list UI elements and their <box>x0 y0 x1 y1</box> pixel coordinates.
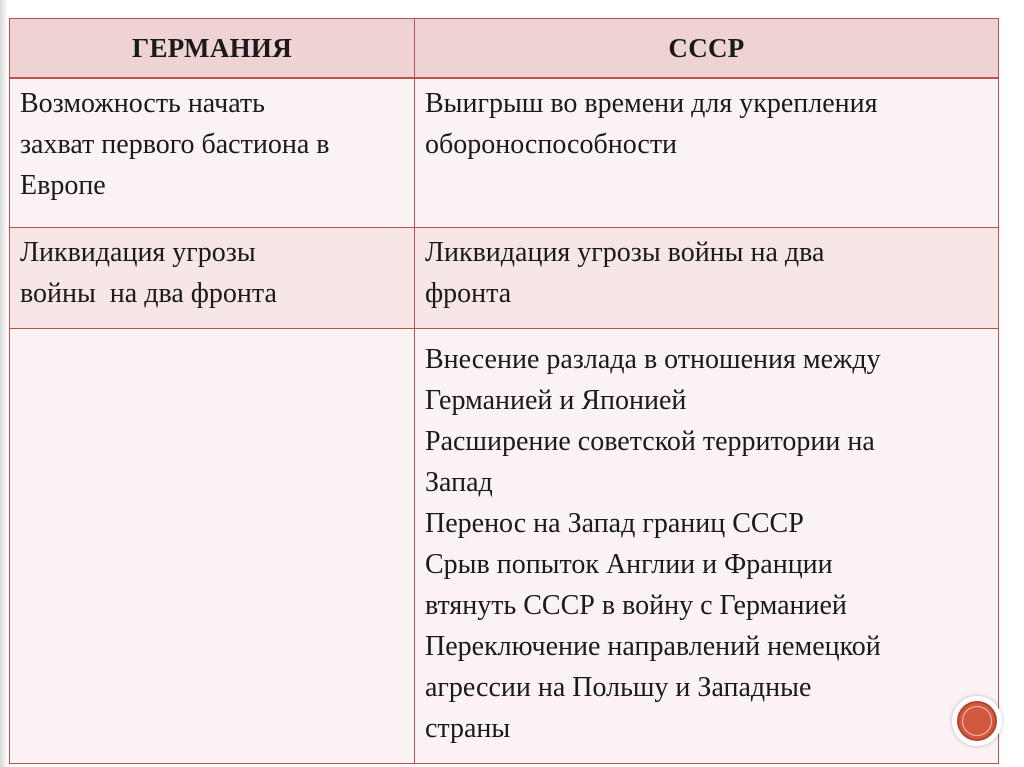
cell-line: войны на два фронта <box>20 278 277 309</box>
header-ussr: СССР <box>415 19 999 79</box>
cell-line: Расширение советской территории на <box>425 426 875 457</box>
cell-line: Ликвидация угрозы войны на два <box>425 237 825 268</box>
cell-line: Ликвидация угрозы <box>20 237 256 268</box>
cell-germany-empty <box>10 329 415 764</box>
table-header-row <box>10 19 999 79</box>
cell-line: Выигрыш во времени для укрепления <box>425 88 878 119</box>
badge-inner-ring <box>962 706 992 736</box>
circle-badge-icon <box>952 696 1002 746</box>
cell-line: обороноспособности <box>425 129 678 160</box>
cell-line: втянуть СССР в войну с Германией <box>425 590 847 621</box>
cell-line: фронта <box>425 278 512 309</box>
cell-line: Перенос на Запад границ СССР <box>425 508 804 539</box>
cell-ussr <box>415 228 999 329</box>
header-germany: ГЕРМАНИЯ <box>10 19 415 79</box>
cell-germany <box>10 228 415 329</box>
cell-line: агрессии на Польшу и Западные <box>425 672 812 703</box>
cell-line: захват первого бастиона в <box>20 129 330 160</box>
cell-line: Внесение разлада в отношения между <box>425 344 881 375</box>
cell-line: Переключение направлений немецкой <box>425 631 881 662</box>
table-row <box>10 329 999 764</box>
cell-line: Запад <box>425 467 493 498</box>
cell-line: Европе <box>20 170 106 201</box>
cell-line: Срыв попыток Англии и Франции <box>425 549 833 580</box>
comparison-table <box>9 18 999 764</box>
cell-germany <box>10 78 415 228</box>
cell-line: Германией и Японией <box>425 385 687 416</box>
cell-ussr <box>415 78 999 228</box>
table-row <box>10 78 999 228</box>
cell-line: Возможность начать <box>20 88 265 119</box>
cell-line: страны <box>425 713 511 744</box>
table-row <box>10 228 999 329</box>
slide-edge-shadow <box>0 0 8 767</box>
cell-ussr <box>415 329 999 764</box>
